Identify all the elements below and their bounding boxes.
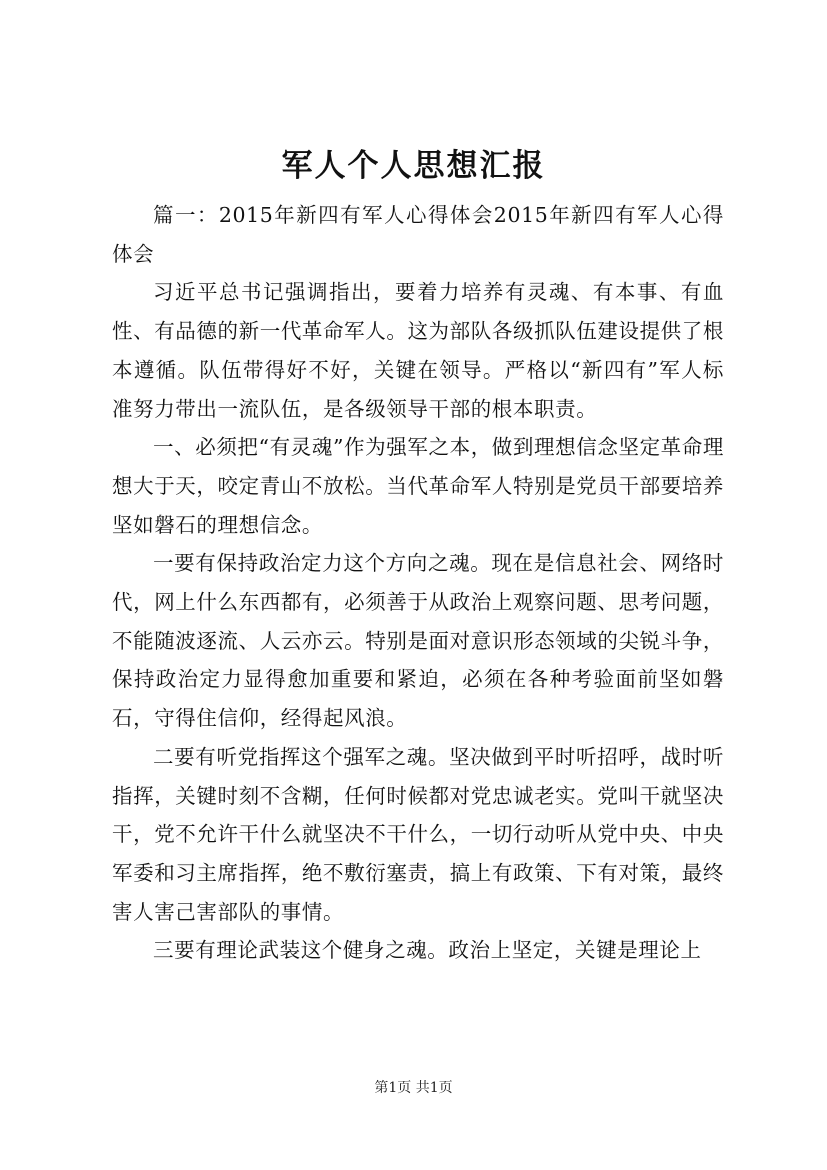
paragraph-5: 二要有听党指挥这个强军之魂。坚决做到平时听招呼，战时听指挥，关键时刻不含糊，任何时候都对党忠诚老实。党叫干就坚决干，党不允许干什么就坚决不干什么，一切行动听从党中央、中央军委和习主席指挥，绝不敷衍塞责，搞上有政策、下有对策，最终害人害己害部队的事情。 — [112, 744, 724, 924]
document-title: 军人个人思想汇报 — [281, 148, 546, 184]
paragraph-4: 一要有保持政治定力这个方向之魂。现在是信息社会、网络时代，网上什么东西都有，必须善于从政治上观察问题、思考问题，不能随波逐流、人云亦云。特别是面对意识形态领域的尖锐斗争，保持政治定力显得愈加重要和紧迫，必须在各种考验面前坚如磐石，守得住信仰，经得起风浪。 — [112, 551, 724, 731]
document-body — [112, 196, 724, 970]
paragraph-3: 一、必须把“有灵魂”作为强军之本，做到理想信念坚定革命理想大于天，咬定青山不放松。当代革命军人特别是党员干部要培养坚如磐石的理想信念。 — [112, 435, 724, 537]
paragraph-2: 习近平总书记强调指出，要着力培养有灵魂、有本事、有血性、有品德的新一代革命军人。这为部队各级抓队伍建设提供了根本遵循。队伍带得好不好，关键在领导。严格以“新四有”军人标准努力带出一流队伍，是各级领导干部的根本职责。 — [112, 280, 724, 421]
paragraph-1: 篇一：2015年新四有军人心得体会2015年新四有军人心得体会 — [112, 203, 724, 266]
page-footer: 第1页 共1页 — [374, 1080, 453, 1096]
paragraph-6: 三要有理论武装这个健身之魂。政治上坚定，关键是理论上 — [153, 938, 702, 963]
